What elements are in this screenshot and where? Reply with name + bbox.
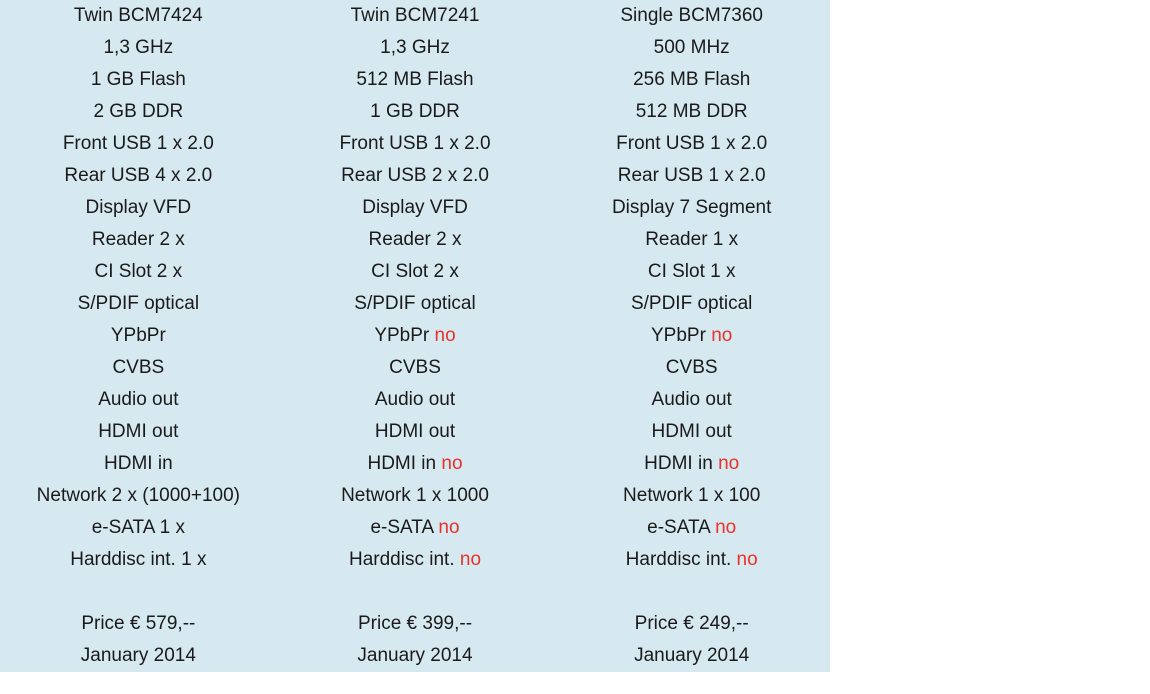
spec-row	[553, 512, 830, 544]
spec-unavailable-marker: no	[718, 453, 740, 474]
spec-text: Twin BCM7424	[73, 5, 203, 26]
spec-text: HDMI in	[104, 453, 173, 474]
spec-text: Rear USB 2 x 2.0	[341, 165, 489, 186]
spec-text: Audio out	[651, 389, 732, 410]
spec-text: YPbPr	[374, 325, 435, 346]
spec-row	[0, 320, 277, 352]
spec-row	[553, 192, 830, 224]
spec-row	[553, 416, 830, 448]
spec-text: 2 GB DDR	[93, 101, 184, 122]
spec-row	[277, 32, 554, 64]
spec-text: Front USB 1 x 2.0	[616, 133, 768, 154]
spec-row	[553, 640, 830, 672]
spec-row	[553, 0, 830, 32]
spec-row	[0, 640, 277, 672]
spec-row	[553, 384, 830, 416]
spec-text: S/PDIF optical	[77, 293, 200, 314]
spec-row	[553, 288, 830, 320]
spec-text: Audio out	[374, 389, 456, 410]
spec-text: 512 MB Flash	[356, 69, 474, 90]
column-1	[0, 0, 277, 672]
spec-row	[277, 128, 554, 160]
spec-row	[0, 0, 277, 32]
spec-text: 500 MHz	[653, 37, 730, 58]
spec-text: January 2014	[80, 645, 196, 666]
spec-row	[0, 416, 277, 448]
spec-row	[277, 512, 554, 544]
spec-text: Front USB 1 x 2.0	[339, 133, 491, 154]
spec-row	[0, 224, 277, 256]
spec-text: CI Slot 2 x	[94, 261, 183, 282]
spec-text: 1 GB DDR	[370, 101, 460, 122]
spec-row	[553, 320, 830, 352]
spec-row	[0, 96, 277, 128]
spec-unavailable-marker: no	[715, 517, 737, 538]
spec-row	[0, 608, 277, 640]
spec-text: Display VFD	[85, 197, 192, 218]
spec-row	[277, 288, 554, 320]
spec-text: Audio out	[98, 389, 179, 410]
spec-row	[277, 480, 554, 512]
spec-text: Network 1 x 1000	[341, 485, 489, 506]
spec-text: YPbPr	[110, 325, 166, 346]
spec-text: CVBS	[389, 357, 441, 378]
spec-row	[277, 224, 554, 256]
spec-row	[277, 160, 554, 192]
spec-text: YPbPr	[651, 325, 712, 346]
spec-text: January 2014	[357, 645, 473, 666]
spec-row	[0, 448, 277, 480]
spec-row	[277, 608, 554, 640]
spec-row	[277, 192, 554, 224]
spec-row	[0, 544, 277, 576]
spec-row	[0, 192, 277, 224]
spec-row	[553, 128, 830, 160]
spec-text: Harddisc int.	[625, 549, 737, 570]
spec-text: January 2014	[634, 645, 750, 666]
spec-row	[0, 384, 277, 416]
spec-text: CVBS	[665, 357, 718, 378]
spec-text: 1,3 GHz	[380, 37, 450, 58]
spec-row	[277, 384, 554, 416]
spec-text: HDMI in	[644, 453, 719, 474]
column-2	[277, 0, 554, 672]
spec-text: HDMI out	[374, 421, 456, 442]
spec-text: Reader 1 x	[645, 229, 739, 250]
spec-row	[277, 320, 554, 352]
spec-row	[0, 352, 277, 384]
spec-row	[0, 512, 277, 544]
spec-text: Price € 399,--	[357, 613, 473, 634]
spec-text: Reader 2 x	[91, 229, 185, 250]
spec-text: Reader 2 x	[368, 229, 462, 250]
spec-row	[277, 448, 554, 480]
spec-unavailable-marker: no	[441, 453, 463, 474]
spec-row	[277, 96, 554, 128]
spec-row	[553, 352, 830, 384]
spec-row	[553, 608, 830, 640]
spec-row	[0, 256, 277, 288]
spec-spacer	[0, 576, 277, 608]
spec-row	[553, 64, 830, 96]
spec-row	[277, 64, 554, 96]
spec-row	[0, 32, 277, 64]
spec-text: CVBS	[112, 357, 165, 378]
spec-row	[277, 256, 554, 288]
spec-unavailable-marker: no	[736, 549, 758, 570]
spec-row	[0, 288, 277, 320]
spec-row	[553, 448, 830, 480]
spec-unavailable-marker: no	[438, 517, 460, 538]
spec-text: 1,3 GHz	[103, 37, 174, 58]
spec-text: HDMI in	[367, 453, 442, 474]
spec-spacer	[277, 576, 554, 608]
spec-text: CI Slot 1 x	[647, 261, 736, 282]
spec-text: Front USB 1 x 2.0	[62, 133, 214, 154]
spec-row	[0, 160, 277, 192]
spec-spacer	[553, 576, 830, 608]
spec-row	[0, 64, 277, 96]
spec-row	[553, 32, 830, 64]
spec-text: e-SATA 1 x	[91, 517, 185, 538]
spec-row	[553, 544, 830, 576]
spec-text: HDMI out	[651, 421, 732, 442]
spec-row	[277, 544, 554, 576]
spec-text: Price € 249,--	[634, 613, 749, 634]
spec-text: HDMI out	[98, 421, 179, 442]
spec-row	[0, 128, 277, 160]
spec-text: Rear USB 1 x 2.0	[617, 165, 766, 186]
spec-text: 1 GB Flash	[90, 69, 186, 90]
column-3	[553, 0, 830, 672]
spec-text: Price € 579,--	[81, 613, 196, 634]
spec-text: Network 1 x 100	[623, 485, 761, 506]
spec-text: Network 2 x (1000+100)	[36, 485, 240, 506]
spec-row	[277, 0, 554, 32]
spec-unavailable-marker: no	[434, 325, 456, 346]
spec-text: 256 MB Flash	[633, 69, 751, 90]
spec-text: Harddisc int.	[349, 549, 460, 570]
spec-text: 512 MB DDR	[635, 101, 748, 122]
spec-row	[277, 416, 554, 448]
spec-text: Single BCM7360	[620, 5, 763, 26]
spec-text: Display 7 Segment	[611, 197, 772, 218]
spec-unavailable-marker: no	[459, 549, 482, 570]
spec-row	[553, 480, 830, 512]
spec-row	[277, 352, 554, 384]
spec-row	[553, 256, 830, 288]
spec-text: Harddisc int. 1 x	[70, 549, 207, 570]
spec-text: e-SATA	[370, 517, 439, 538]
spec-text: e-SATA	[647, 517, 716, 538]
spec-row	[553, 96, 830, 128]
spec-text: Rear USB 4 x 2.0	[64, 165, 213, 186]
spec-text: CI Slot 2 x	[371, 261, 459, 282]
spec-text: Twin BCM7241	[350, 5, 480, 26]
spec-row	[553, 160, 830, 192]
spec-row	[0, 480, 277, 512]
spec-text: S/PDIF optical	[354, 293, 476, 314]
spec-text: Display VFD	[362, 197, 468, 218]
spec-row	[277, 640, 554, 672]
spec-text: S/PDIF optical	[630, 293, 753, 314]
spec-unavailable-marker: no	[711, 325, 733, 346]
spec-row	[553, 224, 830, 256]
